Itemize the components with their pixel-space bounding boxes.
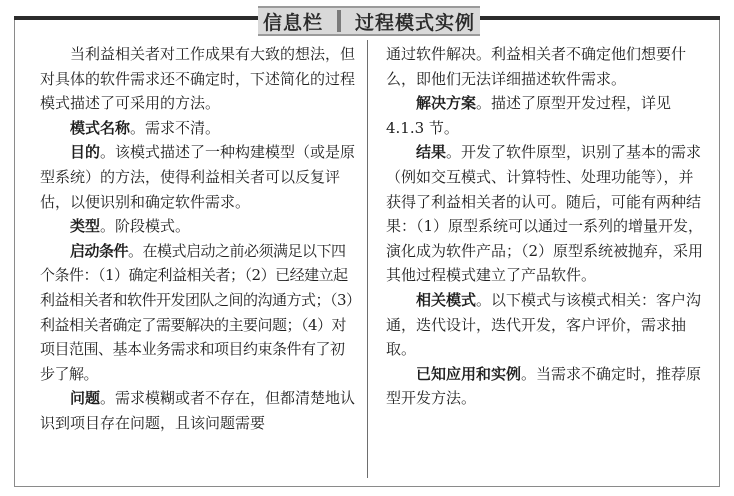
type-paragraph: [40, 214, 358, 239]
intro-paragraph: [40, 42, 358, 116]
pattern-name-text: 。需求不清。: [130, 118, 221, 137]
problem-text: 。需求模糊或者不存在，但都清楚地认识到项目存在问题，且该问题需要: [40, 389, 356, 432]
problem-paragraph: [40, 386, 358, 435]
header-separator: [337, 10, 341, 32]
intent-heading: 目的: [70, 143, 101, 162]
header-rule-left: [14, 16, 258, 20]
header-label-example: 过程模式实例: [355, 11, 476, 34]
problem-continued-paragraph: [386, 42, 704, 91]
type-heading: 类型: [70, 217, 101, 236]
column-divider: [367, 40, 368, 478]
related-patterns-text: 。以下模式与该模式相关：客户沟通，迭代设计，迭代开发，客户评价，需求抽取。: [386, 290, 702, 359]
related-patterns-paragraph: [386, 288, 704, 362]
known-uses-heading: 已知应用和实例: [416, 364, 522, 383]
frame-left-border: [14, 20, 15, 486]
frame-right-border: [719, 20, 720, 486]
intent-paragraph: [40, 140, 358, 214]
right-column: [386, 42, 704, 411]
frame-bottom-border: [14, 486, 720, 487]
initial-context-text: 。在模式启动之前必须满足以下四个条件：（1）确定利益相关者；（2）已经建立起利益相关者和软件开发团队之间的沟通方式；（3）利益相关者确定了需要解决的主要问题；（4）对项目范围、基本业务需求和项目约束条件有了初步了解。: [40, 241, 354, 383]
problem-heading: 问题: [70, 389, 101, 408]
initial-context-heading: 启动条件: [70, 241, 129, 260]
solution-heading: 解决方案: [416, 94, 477, 113]
known-uses-text: 。当需求不确定时，推荐原型开发方法。: [386, 364, 702, 408]
pattern-name-heading: 模式名称: [70, 118, 131, 137]
type-text: 。阶段模式。: [100, 217, 191, 236]
known-uses-paragraph: [386, 362, 704, 411]
resulting-context-paragraph: [386, 140, 704, 288]
intro-text: 当利益相关者对工作成果有大致的想法，但对具体的软件需求还不确定时，下述简化的过程模式描述了可采用的方法。: [40, 45, 356, 113]
header-title: [258, 6, 480, 36]
solution-text: 。描述了原型开发过程，详见 4.1.3 节。: [386, 94, 672, 137]
intent-text: 。该模式描述了一种构建模型（或是原型系统）的方法，使得利益相关者可以反复评估，以便识别和确定软件需求。: [40, 143, 356, 211]
resulting-context-heading: 结果: [416, 143, 447, 162]
initial-context-paragraph: [40, 239, 358, 387]
pattern-name-paragraph: [40, 116, 358, 141]
related-patterns-heading: 相关模式: [416, 290, 477, 309]
solution-paragraph: [386, 91, 704, 140]
problem-continued-text: 通过软件解决。利益相关者不确定他们想要什么，即他们无法详细描述软件需求。: [386, 45, 687, 88]
header-rule-right: [480, 16, 720, 20]
resulting-context-text: 。开发了软件原型，识别了基本的需求（例如交互模式、计算特性、处理功能等），并获得了利益相关者的认可。随后，可能有两种结果：（1）原型系统可以通过一系列的增量开发，演化成为软件产品；（2）原型系统被抛弃，采用其他过程模式建立了产品软件。: [386, 143, 704, 285]
header-label-sidebar: 信息栏: [262, 11, 323, 34]
left-column: [40, 42, 358, 436]
